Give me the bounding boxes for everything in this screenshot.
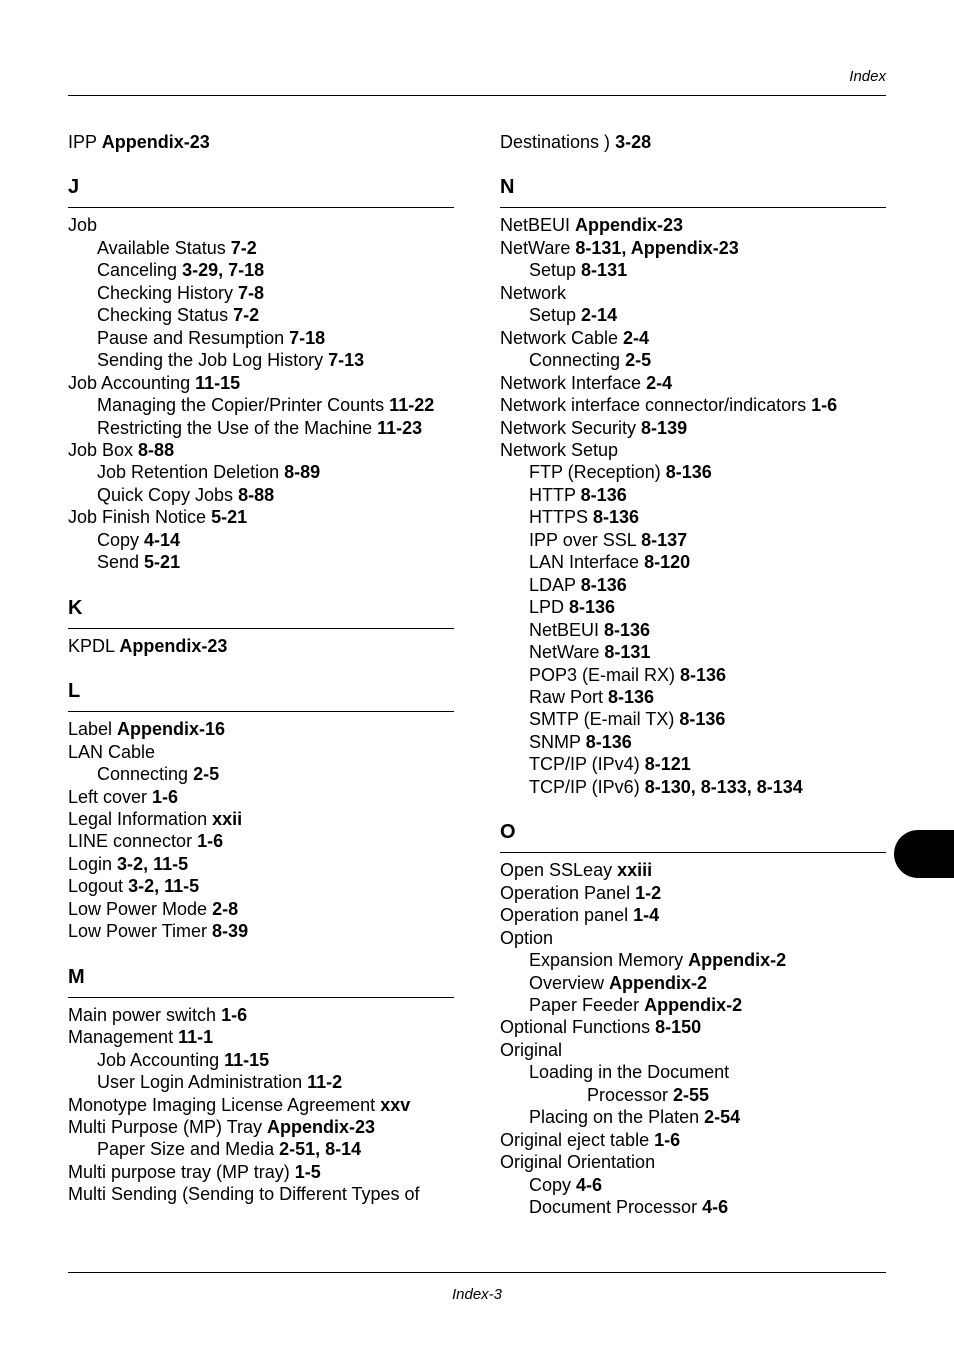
index-column-right: [500, 131, 886, 1218]
index-term: Monotype Imaging License Agreement: [68, 1094, 381, 1115]
index-entry: [68, 372, 454, 394]
page-reference: Appendix-2: [688, 950, 787, 971]
page-reference: 8-136: [585, 731, 632, 752]
index-term: Network Security: [500, 417, 642, 438]
page-reference: 8-136: [665, 462, 712, 483]
index-term: Multi purpose tray (MP tray): [68, 1161, 295, 1182]
running-header: Index: [849, 68, 886, 85]
page-reference: 2-5: [193, 764, 220, 785]
index-term: NetBEUI: [529, 619, 605, 640]
page-reference: 11-23: [377, 417, 423, 438]
page-reference: 8-88: [138, 439, 175, 460]
index-subentry: [68, 551, 454, 573]
index-term: TCP/IP (IPv4): [529, 754, 645, 775]
index-subentry: [68, 237, 454, 259]
index-subentry: [68, 394, 454, 416]
page-reference: 8-121: [644, 754, 691, 775]
index-term: Checking History: [97, 282, 239, 303]
page-reference: 7-8: [238, 282, 265, 303]
page-reference: 2-51, 8-14: [279, 1139, 362, 1160]
index-subentry: [500, 574, 886, 596]
footer-rule: [68, 1272, 886, 1273]
index-term: Logout: [68, 876, 129, 897]
page-reference: 1-2: [635, 882, 662, 903]
index-subentry: [500, 641, 886, 663]
page-reference: 1-6: [221, 1004, 248, 1025]
section-letter-heading: M: [68, 959, 454, 998]
index-subentry: [500, 304, 886, 326]
index-entry: [500, 1016, 886, 1038]
index-term: Loading in the Document: [529, 1062, 730, 1083]
index-term: NetWare: [500, 237, 576, 258]
index-term: Overview: [529, 972, 610, 993]
index-entry: [68, 718, 454, 740]
index-term: HTTPS: [529, 507, 594, 528]
page-reference: 2-4: [623, 327, 650, 348]
page-reference: 7-13: [328, 350, 365, 371]
page-reference: 1-6: [152, 786, 179, 807]
page-reference: 4-14: [144, 529, 181, 550]
index-term: Network Cable: [500, 327, 624, 348]
page-reference: 5-21: [211, 507, 248, 528]
index-term: Job Accounting: [97, 1049, 225, 1070]
index-subentry: [500, 349, 886, 371]
index-entry: [68, 808, 454, 830]
index-term: Operation Panel: [500, 882, 636, 903]
index-entry: [68, 1004, 454, 1026]
index-term: NetBEUI: [500, 215, 576, 236]
page-reference: 8-131: [581, 260, 628, 281]
page-reference: 4-6: [702, 1197, 729, 1218]
index-term: LPD: [529, 597, 570, 618]
page-reference: 7-2: [233, 305, 260, 326]
page-reference: 8-136: [608, 686, 655, 707]
index-term: Job Finish Notice: [68, 507, 212, 528]
index-subentry: [500, 1061, 886, 1083]
index-subentry: [500, 949, 886, 971]
index-subentry: [68, 1071, 454, 1093]
page-reference: 8-139: [641, 417, 688, 438]
page-reference: xxiii: [617, 860, 653, 881]
index-entry: [68, 920, 454, 942]
index-term: Job: [68, 215, 98, 236]
page-reference: 2-4: [646, 372, 673, 393]
index-term: LAN Interface: [529, 552, 645, 573]
index-term: Multi Purpose (MP) Tray: [68, 1116, 268, 1137]
section-letter-heading: O: [500, 814, 886, 853]
page-reference: 8-137: [641, 529, 688, 550]
index-term: User Login Administration: [97, 1072, 308, 1093]
page-reference: 3-2, 11-5: [128, 876, 200, 897]
index-section-m: [68, 959, 454, 1206]
page-reference: 1-6: [811, 395, 838, 416]
index-term: Network Interface: [500, 372, 647, 393]
index-subentry: [500, 596, 886, 618]
index-term: Login: [68, 853, 118, 874]
index-subentry: [500, 972, 886, 994]
page-reference: xxii: [212, 808, 243, 829]
page-reference: Appendix-23: [119, 635, 228, 656]
index-subentry: [68, 327, 454, 349]
page-reference: 5-21: [144, 552, 181, 573]
index-subentry: [500, 484, 886, 506]
index-subentry: [68, 349, 454, 371]
page-reference: 11-15: [195, 372, 241, 393]
index-entry: [68, 1094, 454, 1116]
page-reference: 11-1: [178, 1027, 214, 1048]
index-subentry: [500, 619, 886, 641]
index-subentry: [68, 304, 454, 326]
page-reference: 8-136: [580, 574, 627, 595]
index-term: Original: [500, 1039, 563, 1060]
index-entry: [500, 882, 886, 904]
page-reference: 8-131: [604, 642, 651, 663]
page-reference: 4-6: [576, 1174, 603, 1195]
section-letter-heading: L: [68, 673, 454, 712]
index-entry: [500, 904, 886, 926]
index-entry: [68, 741, 454, 763]
index-term: LAN Cable: [68, 741, 156, 762]
page-reference: Appendix-16: [117, 719, 226, 740]
index-term: Destinations ): [500, 132, 616, 152]
index-term: Paper Size and Media: [97, 1139, 280, 1160]
page-reference: 11-15: [224, 1049, 270, 1070]
index-term: LINE connector: [68, 831, 198, 852]
index-subentry: [68, 484, 454, 506]
page-reference: 8-89: [284, 462, 321, 483]
index-term: HTTP: [529, 484, 581, 505]
index-entry: [68, 1161, 454, 1183]
index-term: Canceling: [97, 260, 183, 281]
index-entry: [68, 439, 454, 461]
index-term: Network Setup: [500, 439, 619, 460]
section-letter-heading: K: [68, 590, 454, 629]
index-subentry: [68, 282, 454, 304]
page-reference: Appendix-23: [267, 1116, 376, 1137]
index-term: Label: [68, 719, 118, 740]
header-rule: [68, 95, 886, 96]
index-subentry: [68, 1138, 454, 1160]
index-term: Job Box: [68, 439, 139, 460]
index-term: Restricting the Use of the Machine: [97, 417, 378, 438]
index-term: Job Accounting: [68, 372, 196, 393]
index-subentry: [500, 1084, 886, 1106]
index-term: Document Processor: [529, 1197, 703, 1218]
index-term: KPDL: [68, 635, 120, 656]
section-letter-heading: J: [68, 169, 454, 208]
index-term: Optional Functions: [500, 1017, 656, 1038]
index-term: Management: [68, 1027, 179, 1048]
index-term: IPP over SSL: [529, 529, 642, 550]
page-reference: 1-4: [633, 905, 660, 926]
index-subentry: [68, 259, 454, 281]
index-term: Placing on the Platen: [529, 1107, 705, 1128]
index-section-k: [68, 590, 454, 657]
index-term: Copy: [529, 1174, 577, 1195]
index-term: Raw Port: [529, 686, 609, 707]
index-entry: [68, 898, 454, 920]
index-term: Original Orientation: [500, 1152, 656, 1173]
index-term: Expansion Memory: [529, 950, 689, 971]
index-entry: [500, 1151, 886, 1173]
page-reference: 8-136: [604, 619, 651, 640]
index-term: Low Power Timer: [68, 921, 213, 942]
page-reference: 2-55: [673, 1084, 710, 1105]
index-entry: [68, 214, 454, 236]
index-entry: [68, 635, 454, 657]
page-reference: 8-136: [680, 664, 727, 685]
index-term: FTP (Reception): [529, 462, 666, 483]
index-term: Network: [500, 282, 567, 303]
index-term: Job Retention Deletion: [97, 462, 285, 483]
index-subentry: [68, 1049, 454, 1071]
index-subentry: [500, 1174, 886, 1196]
page-reference: xxv: [380, 1094, 411, 1115]
page-reference: 8-136: [593, 507, 640, 528]
index-entry: [500, 214, 886, 236]
index-entry: [500, 1129, 886, 1151]
page-reference: 8-136: [580, 484, 627, 505]
index-term: Open SSLeay: [500, 860, 618, 881]
index-term: Left cover: [68, 786, 153, 807]
page-reference: 1-5: [294, 1161, 321, 1182]
page-reference: 8-39: [212, 921, 249, 942]
index-term: SMTP (E-mail TX): [529, 709, 680, 730]
index-entry: [68, 853, 454, 875]
index-section-l: [68, 673, 454, 943]
index-subentry: [500, 731, 886, 753]
index-term: Copy: [97, 529, 145, 550]
index-subentry: [500, 529, 886, 551]
index-term: Main power switch: [68, 1004, 222, 1025]
index-term: Network interface connector/indicators: [500, 395, 812, 416]
index-subentry: [68, 763, 454, 785]
index-entry: [68, 786, 454, 808]
index-section-o: [500, 814, 886, 1218]
page-reference: Appendix-23: [101, 132, 210, 152]
page-number: Index-3: [451, 1286, 503, 1303]
page-reference: 7-2: [230, 237, 257, 258]
index-subentry: [500, 994, 886, 1016]
page-reference: Appendix-2: [644, 994, 743, 1015]
index-entry: [68, 830, 454, 852]
index-term: Option: [500, 927, 554, 948]
index-term: Low Power Mode: [68, 898, 213, 919]
index-term: Sending the Job Log History: [97, 350, 329, 371]
index-subentry: [500, 551, 886, 573]
index-entry: [68, 875, 454, 897]
index-subentry: [500, 708, 886, 730]
index-entry: [68, 1116, 454, 1138]
page-reference: 1-6: [197, 831, 224, 852]
index-subentry: [500, 753, 886, 775]
index-term: Send: [97, 552, 145, 573]
index-term: Available Status: [97, 237, 231, 258]
index-subentry: [500, 686, 886, 708]
index-subentry: [68, 417, 454, 439]
index-entry: [500, 1039, 886, 1061]
index-subentry: [68, 461, 454, 483]
index-entry: [500, 372, 886, 394]
index-term: Processor: [587, 1084, 674, 1105]
index-term: Paper Feeder: [529, 994, 645, 1015]
index-term: LDAP: [529, 574, 581, 595]
index-entry: [500, 327, 886, 349]
page-reference: 3-29, 7-18: [182, 260, 265, 281]
index-section-j: [68, 169, 454, 573]
page-reference: 8-150: [655, 1017, 702, 1038]
page-reference: 1-6: [654, 1129, 681, 1150]
index-column-left: [68, 131, 454, 1206]
index-subentry: [500, 776, 886, 798]
page-reference: Appendix-23: [575, 215, 684, 236]
index-entry: [500, 417, 886, 439]
index-subentry: [500, 506, 886, 528]
index-term: Multi Sending (Sending to Different Types of: [68, 1184, 420, 1205]
index-term: Pause and Resumption: [97, 327, 290, 348]
index-term: Setup: [529, 260, 582, 281]
index-term: Checking Status: [97, 305, 234, 326]
index-entry: [68, 131, 454, 153]
page-reference: 8-136: [679, 709, 726, 730]
page-reference: 7-18: [289, 327, 326, 348]
index-term: Quick Copy Jobs: [97, 484, 239, 505]
page-reference: 3-28: [615, 132, 652, 152]
index-entry: [68, 1026, 454, 1048]
index-term: Connecting: [529, 350, 626, 371]
index-entry: [500, 131, 886, 153]
chapter-thumb-tab: [894, 830, 954, 878]
page-reference: 3-2, 11-5: [117, 853, 189, 874]
index-term: Managing the Copier/Printer Counts: [97, 395, 390, 416]
index-subentry: [500, 461, 886, 483]
page-reference: 11-2: [307, 1072, 343, 1093]
index-entry: [500, 394, 886, 416]
index-subentry: [68, 529, 454, 551]
index-entry: [500, 282, 886, 304]
page-reference: 11-22: [389, 395, 435, 416]
index-term: SNMP: [529, 731, 586, 752]
page-reference: 2-8: [212, 898, 239, 919]
index-term: TCP/IP (IPv6): [529, 776, 645, 797]
page-reference: 8-120: [644, 552, 691, 573]
index-entry: [68, 1183, 454, 1205]
index-term: Operation panel: [500, 905, 634, 926]
index-entry: [500, 927, 886, 949]
page-reference: 2-5: [625, 350, 652, 371]
index-entry: [500, 237, 886, 259]
index-term: POP3 (E-mail RX): [529, 664, 681, 685]
page-reference: 8-136: [569, 597, 616, 618]
page-reference: 8-131, Appendix-23: [575, 237, 739, 258]
page-reference: Appendix-2: [609, 972, 708, 993]
index-subentry: [500, 664, 886, 686]
page-reference: 2-54: [704, 1107, 741, 1128]
index-section-n: [500, 169, 886, 798]
index-subentry: [500, 1196, 886, 1218]
page-reference: 2-14: [581, 305, 618, 326]
index-term: Legal Information: [68, 808, 213, 829]
index-entry: [500, 859, 886, 881]
index-term: IPP: [68, 132, 102, 152]
index-subentry: [500, 1106, 886, 1128]
index-term: Connecting: [97, 764, 194, 785]
index-term: NetWare: [529, 642, 605, 663]
index-subentry: [500, 259, 886, 281]
section-letter-heading: N: [500, 169, 886, 208]
index-term: Setup: [529, 305, 582, 326]
index-entry: [68, 506, 454, 528]
page-reference: 8-88: [238, 484, 275, 505]
index-term: Original eject table: [500, 1129, 655, 1150]
index-entry: [500, 439, 886, 461]
page-reference: 8-130, 8-133, 8-134: [644, 776, 803, 797]
